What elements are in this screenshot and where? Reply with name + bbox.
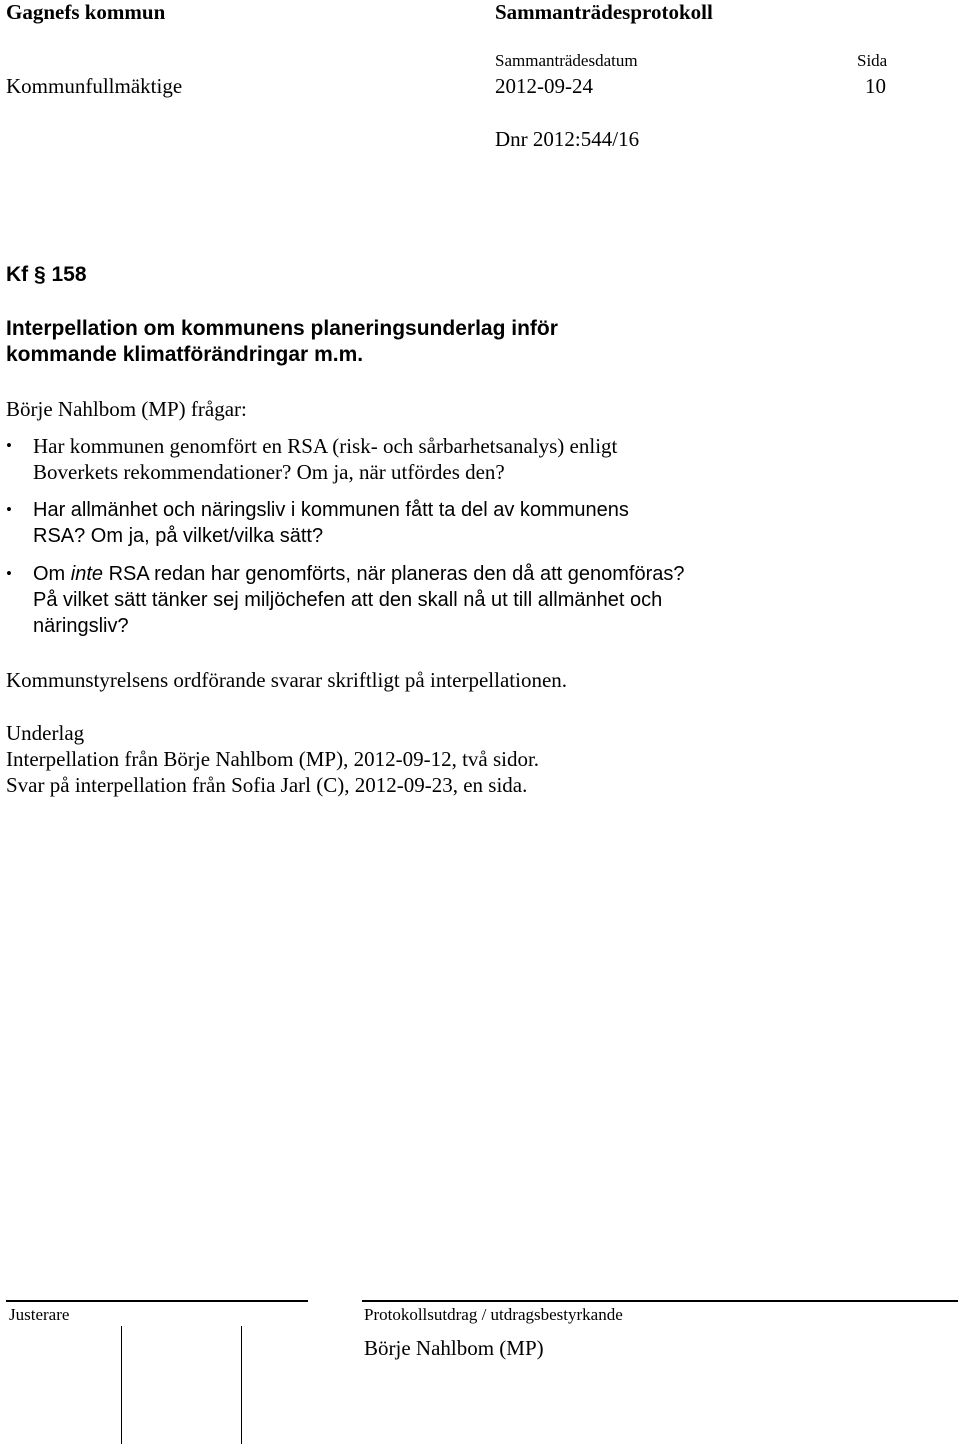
section-title	[6, 316, 558, 368]
section-number: Kf § 158	[6, 263, 87, 286]
meeting-date: 2012-09-24	[495, 74, 593, 98]
list-item-text: RSA redan har genomförts, när planeras den då att genomföras?	[103, 563, 685, 585]
list-item-line	[33, 561, 726, 587]
footer-divider	[6, 1300, 308, 1302]
bullet-icon: •	[6, 436, 12, 455]
page-number: 10	[865, 74, 886, 98]
underlag-item: Interpellation från Börje Nahlbom (MP), 2012-09-12, två sidor.	[6, 747, 540, 771]
list-item	[6, 433, 726, 485]
question-list	[6, 497, 726, 549]
section-title-line1: Interpellation om kommunens planeringsunderlag inför	[6, 317, 558, 340]
question-list	[6, 561, 726, 639]
list-item	[6, 561, 726, 639]
body-name: Kommunfullmäktige	[6, 74, 183, 98]
dnr-number: Dnr 2012:544/16	[495, 127, 640, 151]
signature-box-divider	[121, 1326, 122, 1444]
list-item-line: Har allmänhet och näringsliv i kommunen fått ta del av kommunens	[33, 499, 629, 521]
list-item-line: På vilket sätt tänker sej miljöchefen att den skall nå ut till allmänhet och	[33, 589, 663, 611]
list-item-line: RSA? Om ja, på vilket/vilka sätt?	[33, 525, 324, 547]
bullet-icon: •	[6, 564, 12, 583]
question-list	[6, 433, 726, 485]
reply-text: Kommunstyrelsens ordförande svarar skriftligt på interpellationen.	[6, 668, 568, 692]
date-label: Sammanträdesdatum	[495, 51, 638, 70]
list-item	[6, 497, 726, 549]
signature-box-divider	[241, 1326, 242, 1444]
protokoll-label: Protokollsutdrag / utdragsbestyrkande	[364, 1305, 623, 1324]
document-type: Sammanträdesprotokoll	[495, 0, 713, 24]
underlag-heading: Underlag	[6, 721, 85, 745]
organization-name: Gagnefs kommun	[6, 0, 166, 24]
page-label: Sida	[857, 51, 888, 70]
list-item-line: näringsliv?	[33, 615, 129, 637]
bullet-icon: •	[6, 500, 12, 519]
section-title-line2: kommande klimatförändringar m.m.	[6, 343, 364, 366]
list-item-text: Om	[33, 563, 71, 585]
footer-divider	[362, 1300, 958, 1302]
list-item-line: Boverkets rekommendationer? Om ja, när utfördes den?	[33, 460, 505, 484]
emphasis-text: inte	[70, 563, 104, 585]
bestyrkt-by: Börje Nahlbom (MP)	[364, 1336, 544, 1360]
justerare-label: Justerare	[9, 1305, 70, 1324]
underlag-item: Svar på interpellation från Sofia Jarl (C), 2012-09-23, en sida.	[6, 773, 528, 797]
list-item-line: Har kommunen genomfört en RSA (risk- och sårbarhetsanalys) enligt	[33, 434, 618, 458]
intro-text: Börje Nahlbom (MP) frågar:	[6, 397, 247, 421]
